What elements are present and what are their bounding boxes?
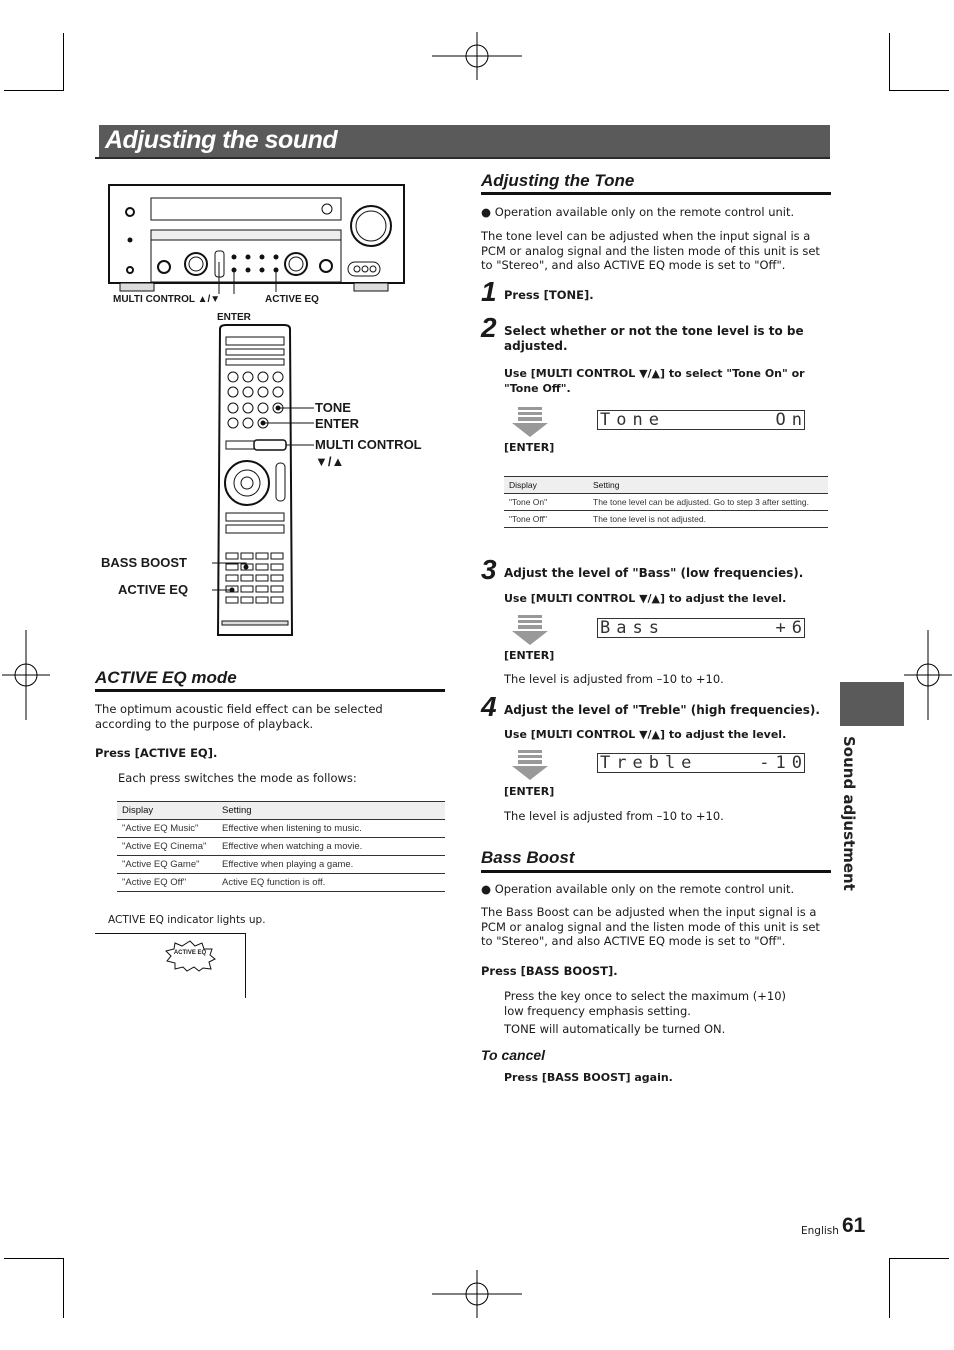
to-cancel-heading: To cancel — [481, 1047, 546, 1063]
bass-boost-desc1: Press the key once to select the maximum (+10) low frequency emphasis setting. — [504, 989, 787, 1018]
registration-mark-right — [904, 630, 952, 720]
bass-boost-rule — [481, 870, 831, 873]
lcd-bass: Bass +6 — [597, 618, 805, 638]
tone-rule — [481, 192, 831, 195]
tone-heading: Adjusting the Tone — [481, 171, 635, 190]
active-eq-indicator-burst — [164, 940, 216, 972]
step-2-number: 2 — [481, 312, 497, 343]
remote-label-bass-boost: BASS BOOST — [101, 555, 187, 570]
remote-label-multi-control: MULTI CONTROL — [315, 437, 422, 452]
active-eq-intro: The optimum acoustic field effect can be selected according to the purpose of playback. — [95, 702, 383, 731]
remote-label-multi-control-arrows: ▼/▲ — [315, 454, 345, 469]
step-4-enter: [ENTER] — [504, 785, 555, 798]
registration-mark-top — [432, 32, 522, 80]
remote-label-active-eq: ACTIVE EQ — [118, 582, 189, 597]
down-arrow-icon — [512, 407, 548, 441]
bass-boost-press: Press [BASS BOOST]. — [481, 964, 618, 978]
active-eq-press: Press [ACTIVE EQ]. — [95, 746, 218, 760]
unit-label-multi-control: MULTI CONTROL ▲/▼ — [113, 294, 221, 305]
remote-label-tone: TONE — [315, 400, 351, 415]
footer-language: English — [801, 1225, 839, 1237]
active-eq-each-press: Each press switches the mode as follows: — [118, 771, 357, 785]
down-arrow-icon — [512, 615, 548, 649]
tone-bullet: ● Operation available only on the remote control unit. — [481, 205, 795, 219]
active-eq-indicator-text: ACTIVE EQ — [173, 950, 207, 956]
receiver-front-panel — [108, 184, 406, 294]
bass-boost-desc2: TONE will automatically be turned ON. — [504, 1022, 726, 1036]
bass-boost-bullet: ● Operation available only on the remote control unit. — [481, 882, 795, 896]
to-cancel-text: Press [BASS BOOST] again. — [504, 1071, 673, 1084]
page-title: Adjusting the sound — [105, 126, 338, 154]
table-row: "Active EQ Game" Effective when playing a game. — [117, 856, 445, 874]
page-number: 61 — [842, 1214, 866, 1237]
bass-boost-heading: Bass Boost — [481, 848, 575, 867]
table-row: "Active EQ Music" Effective when listening to music. — [117, 820, 445, 838]
step-1-text: Press [TONE]. — [504, 288, 594, 302]
tone-intro: The tone level can be adjusted when the input signal is a PCM or analog signal and the listen mode of this unit is set to "Stereo", and also ACTIVE EQ mode is set to "Off". — [481, 229, 820, 272]
side-tab-label: Sound adjustment — [840, 736, 858, 891]
page-title-bar — [95, 125, 830, 159]
step-4-number: 4 — [481, 691, 497, 722]
table-row: "Tone On" The tone level can be adjusted. Go to step 3 after setting. — [504, 494, 828, 511]
active-eq-rule — [95, 689, 445, 692]
table-row: "Active EQ Off" Active EQ function is off. — [117, 874, 445, 892]
active-eq-heading: ACTIVE EQ mode — [95, 668, 237, 687]
step-3-enter: [ENTER] — [504, 649, 555, 662]
table-row: "Tone Off" The tone level is not adjusted. — [504, 511, 828, 528]
remote-control — [212, 323, 444, 641]
step-4-text: Adjust the level of "Treble" (high frequencies). — [504, 703, 820, 717]
active-eq-indicator-note: ACTIVE EQ indicator lights up. — [108, 914, 266, 926]
registration-mark-left — [2, 630, 50, 720]
table-row: "Active EQ Cinema" Effective when watching a movie. — [117, 838, 445, 856]
unit-label-enter: ENTER — [217, 312, 251, 323]
step-3-text: Adjust the level of "Bass" (low frequencies). — [504, 566, 804, 580]
step-3-sub: Use [MULTI CONTROL ▼/▲] to adjust the level. — [504, 592, 787, 605]
step-2-sub: Use [MULTI CONTROL ▼/▲] to select "Tone On" or "Tone Off". — [504, 367, 805, 395]
step-2-text: Select whether or not the tone level is to be adjusted. — [504, 324, 804, 353]
down-arrow-icon — [512, 750, 548, 784]
lcd-treble: Treble -10 — [597, 753, 805, 773]
bass-boost-intro: The Bass Boost can be adjusted when the input signal is a PCM or analog signal and the listen mode of this unit is set to "Stereo", and also ACTIVE EQ mode is set to "Off". — [481, 905, 820, 948]
side-tab-block — [840, 682, 904, 726]
step-1-number: 1 — [481, 276, 497, 307]
registration-mark-bottom — [432, 1270, 522, 1318]
active-eq-table: Display Setting "Active EQ Music" Effective when listening to music. "Active EQ Cinema" Effective when watching a movie. "Active EQ Game" Effective when playing a game. "Active EQ Off" Active EQ function is off. — [117, 801, 445, 892]
tone-table: Display Setting "Tone On" The tone level can be adjusted. Go to step 3 after setting. "Tone Off" The tone level is not adjusted. — [504, 476, 828, 528]
step-3-number: 3 — [481, 554, 497, 585]
step-4-range: The level is adjusted from –10 to +10. — [504, 809, 724, 823]
step-3-range: The level is adjusted from –10 to +10. — [504, 672, 724, 686]
unit-label-active-eq: ACTIVE EQ — [265, 294, 319, 305]
step-2-enter: [ENTER] — [504, 441, 555, 454]
step-4-sub: Use [MULTI CONTROL ▼/▲] to adjust the level. — [504, 728, 787, 741]
remote-label-enter: ENTER — [315, 416, 360, 431]
lcd-tone-on: Tone On — [597, 410, 805, 430]
